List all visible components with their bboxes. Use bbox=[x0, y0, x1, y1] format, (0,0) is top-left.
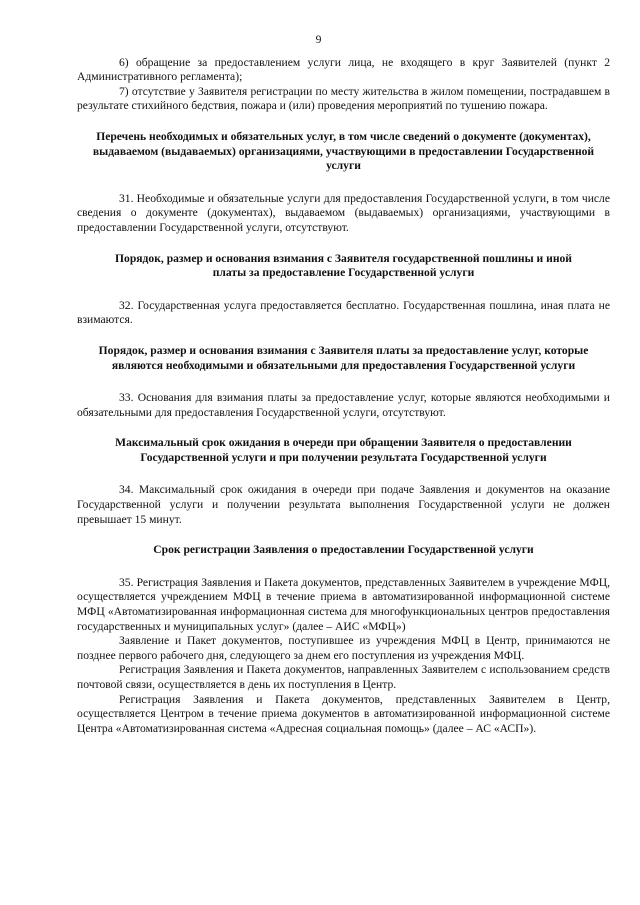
section-heading-queue-time: Максимальный срок ожидания в очереди при обращении Заявителя о предоставлении Государственной услуги и при получении результата Государственной услуги bbox=[115, 436, 572, 464]
section-heading-registration-term: Срок регистрации Заявления о предоставлении Государственной услуги bbox=[153, 543, 534, 557]
section-heading-service-fee: Порядок, размер и основания взимания с Заявителя платы за предоставление услуг, которые являются необходимыми и обязательными для предоставления Государственной услуги bbox=[98, 343, 589, 372]
page-number: 9 bbox=[315, 33, 322, 46]
section-heading-state-fee: Порядок, размер и основания взимания с Заявителя государственной пошлины и иной платы за предоставление Государственной услуги bbox=[115, 251, 572, 280]
paragraph-31: 31. Необходимые и обязательные услуги для предоставления Государственной услуги, в том числе сведения о документе (документах), выдаваемом (выдаваемых) организациями, участвующими в предоставлении Государственной услуги, отсутствуют. bbox=[77, 191, 610, 234]
list-item-7: 7) отсутствие у Заявителя регистрации по месту жительства в жилом помещении, пострадавшем в результате стихийного бедствия, пожара и (или) проведения мероприятий по тушению пожара. bbox=[77, 84, 610, 113]
paragraph-35: 35. Регистрация Заявления и Пакета документов, представленных Заявителем в учреждение МФЦ, осуществляется учреждением МФЦ в течение приема в автоматизированной информационной системе МФЦ «Автоматизированная информационная система для многофункциональных центров предоставления государственных и муниципальных услуг» (далее – АИС «МФЦ») bbox=[77, 575, 610, 633]
paragraph-33: 33. Основания для взимания платы за предоставление услуг, которые являются необходимыми и обязательными для предоставления Государственной услуги, отсутствуют. bbox=[77, 391, 610, 419]
paragraph-35-center: Регистрация Заявления и Пакета документов, представленных Заявителем в Центр, осуществляется Центром в течение приема документов в автоматизированной информационной системе Центра «Автоматизированная система «Адресная социальная помощь» (далее – АС «АСП»). bbox=[77, 692, 610, 735]
paragraph-34: 34. Максимальный срок ожидания в очереди при подаче Заявления и документов на оказание Государственной услуги и получении результата выполнения Государственной услуги не должен превышает 15 минут. bbox=[77, 483, 610, 526]
paragraph-32: 32. Государственная услуга предоставляется бесплатно. Государственная пошлина, иная плата не взимаются. bbox=[77, 298, 610, 327]
list-item-6: 6) обращение за предоставлением услуги лица, не входящего в круг Заявителей (пункт 2 Административного регламента); bbox=[77, 55, 610, 84]
paragraph-35-mfc-transfer: Заявление и Пакет документов, поступившее из учреждения МФЦ в Центр, принимаются не позднее первого рабочего дня, следующего за днем его поступления из учреждения МФЦ. bbox=[77, 634, 610, 662]
section-heading-required-services: Перечень необходимых и обязательных услуг, в том числе сведений о документе (документах), выдаваемом (выдаваемых) организациями, участвующими в предоставлении Государственной услуги bbox=[92, 129, 595, 173]
paragraph-35-postal: Регистрация Заявления и Пакета документов, направленных Заявителем с использованием средств почтовой связи, осуществляется в день их поступления в Центр. bbox=[77, 663, 610, 691]
